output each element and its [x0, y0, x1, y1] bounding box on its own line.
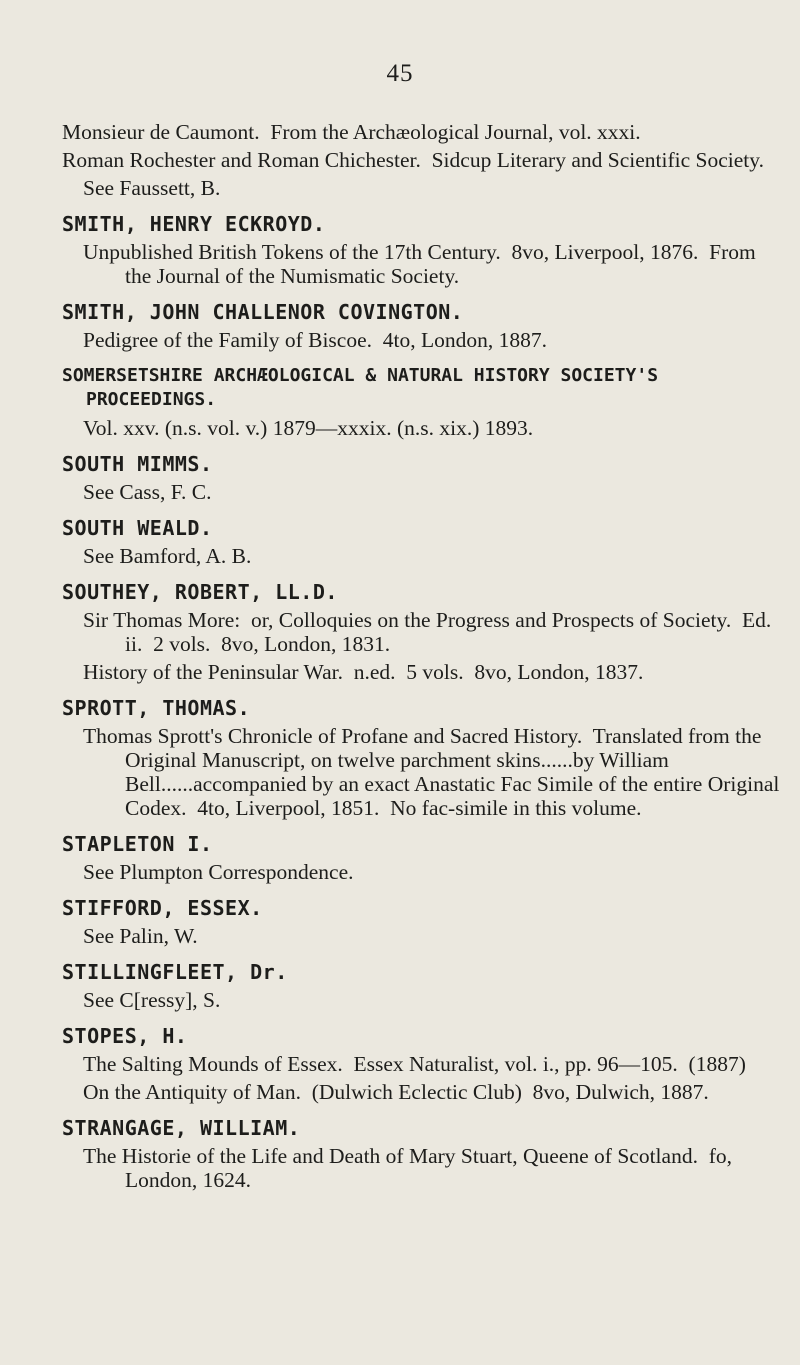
entry-item: See Bamford, A. B. — [83, 544, 252, 568]
entry-item: The Historie of the Life and Death of Mary Stuart, Queene of Scotland. fo, London, 1624. — [83, 1144, 738, 1192]
catalogue-entry — [62, 300, 784, 352]
entry-item: See Plumpton Correspondence. — [83, 860, 354, 884]
catalogue-entry — [62, 896, 784, 948]
catalogue-entry — [62, 364, 784, 440]
entry-heading: SOUTH WEALD. — [62, 516, 213, 540]
entry-heading: STAPLETON I. — [62, 832, 213, 856]
entry-item: See Cass, F. C. — [83, 480, 212, 504]
entry-item: See C[ressy], S. — [83, 988, 221, 1012]
entry-item: On the Antiquity of Man. (Dulwich Eclectic Club) 8vo, Dulwich, 1887. — [83, 1080, 709, 1104]
entry-item: Sir Thomas More: or, Colloquies on the Progress and Prospects of Society. Ed. ii. 2 vols. 8vo, London, 1831. — [83, 608, 777, 656]
entry-heading: SOUTH MIMMS. — [62, 452, 213, 476]
continued-entry — [62, 120, 784, 200]
catalogue-entry — [62, 580, 784, 684]
catalogue-content — [62, 116, 784, 1204]
catalogue-entry — [62, 212, 784, 288]
catalogue-entry — [62, 516, 784, 568]
catalogue-entry — [62, 1024, 784, 1104]
catalogue-entry — [62, 696, 784, 820]
entry-heading: SMITH, HENRY ECKROYD. — [62, 212, 326, 236]
catalogue-entry — [62, 960, 784, 1012]
page-number: 45 — [386, 60, 414, 87]
entry-item: Pedigree of the Family of Biscoe. 4to, London, 1887. — [83, 328, 547, 352]
catalogue-entry — [62, 1116, 784, 1192]
lead-line: Roman Rochester and Roman Chichester. Sidcup Literary and Scientific Society. — [62, 148, 764, 172]
entry-heading: SOMERSETSHIRE ARCHÆOLOGICAL & NATURAL HISTORY SOCIETY'S PROCEEDINGS. — [62, 365, 659, 410]
lead-line: Monsieur de Caumont. From the Archæological Journal, vol. xxxi. — [62, 120, 641, 144]
catalogue-entry — [62, 832, 784, 884]
entry-item: The Salting Mounds of Essex. Essex Naturalist, vol. i., pp. 96—105. (1887) — [83, 1052, 746, 1076]
entry-heading: STILLINGFLEET, Dr. — [62, 960, 288, 984]
entry-item: Unpublished British Tokens of the 17th Century. 8vo, Liverpool, 1876. From the Journal of the Numismatic Society. — [83, 240, 762, 288]
entry-heading: STIFFORD, ESSEX. — [62, 896, 263, 920]
catalogue-entry — [62, 452, 784, 504]
entry-item: Vol. xxv. (n.s. vol. v.) 1879—xxxix. (n.s. xix.) 1893. — [83, 416, 534, 440]
entry-heading: SOUTHEY, ROBERT, LL.D. — [62, 580, 338, 604]
entry-heading: STOPES, H. — [62, 1024, 188, 1048]
entry-heading: STRANGAGE, WILLIAM. — [62, 1116, 301, 1140]
entry-item: Thomas Sprott's Chronicle of Profane and Sacred History. Translated from the Original Manuscript, on twelve parchment skins......by William Bell......accompanied by an exact Anastatic Fac Simile of the entire Original Codex. 4to, Liverpool, 1851. No fac-simile in this volume. — [83, 724, 785, 820]
entry-heading: SPROTT, THOMAS. — [62, 696, 251, 720]
entry-item: See Palin, W. — [83, 924, 198, 948]
entry-item: History of the Peninsular War. n.ed. 5 vols. 8vo, London, 1837. — [83, 660, 644, 684]
lead-line: See Faussett, B. — [83, 176, 221, 200]
entry-heading: SMITH, JOHN CHALLENOR COVINGTON. — [62, 300, 464, 324]
